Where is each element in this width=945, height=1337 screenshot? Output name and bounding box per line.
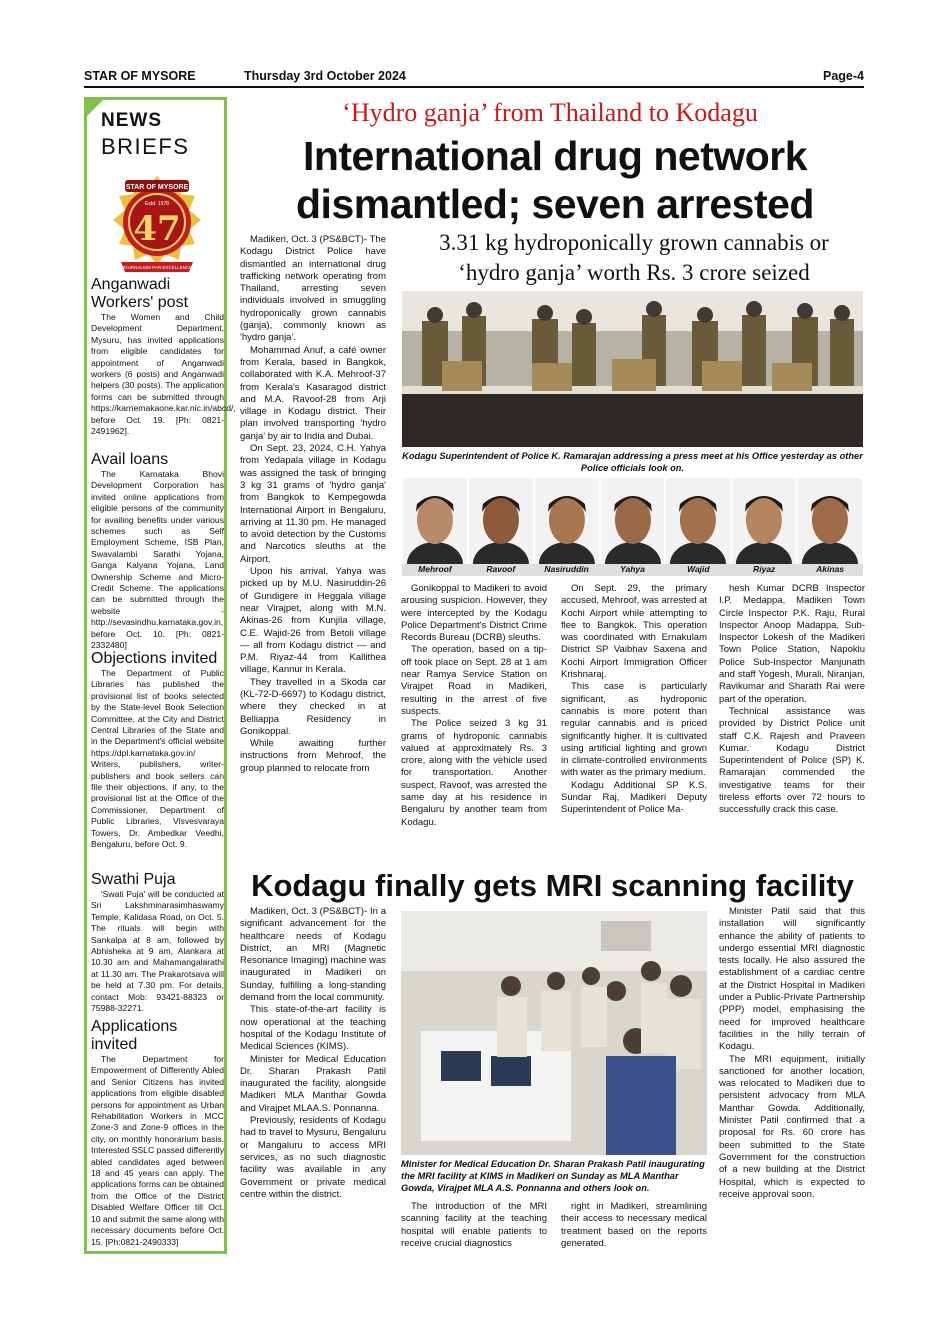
brief-heading: Applications invited — [91, 1018, 178, 1053]
story1-column-4 — [719, 583, 865, 817]
suspect-name: Yahya — [620, 564, 645, 574]
brief-heading: Swathi Puja — [91, 871, 176, 888]
paragraph: This state-of-the-art facility is now operational at the teaching hospital of the Kodagu Institute of Medical Sciences (KIMS). — [240, 1004, 386, 1053]
press-meet-caption: Kodagu Superintendent of Police K. Ramarajan addressing a press meet at his Office yesterday as other Police officials look on. — [402, 451, 863, 473]
suspect-name: Wajid — [687, 564, 710, 574]
briefs-title-light: BRIEFS — [101, 134, 190, 159]
paragraph: On Sept. 29, the primary accused, Mehroof, was arrested at Kochi Airport while attempting to flee to Bangkok. This operation was coordinated with Ernakulam District SP Vaibhav Saxena and Kochi Airport Immigration Officer Krishnaraj. — [561, 583, 707, 681]
page-number: Page-4 — [823, 69, 864, 83]
story-headline — [240, 132, 870, 228]
paragraph: Mohammad Anuf, a café owner from Kerala, based in Bangkok, collaborated with K.A. Mehroof-37 from Kerala's Kasaragod district and M.A. Ravoof-28 from Arji village in Kodagu district. Their plan involved transporting 'hydro ganja' by air to India and Dubai. — [240, 344, 386, 442]
paragraph: Gonikoppal to Madikeri to avoid arousing suspicion. However, they were intercepted by the Kodagu Police Department's District Crime Records Bureau (DCRB) sleuths. — [401, 583, 547, 644]
paragraph: The Police seized 3 kg 31 grams of hydroponic cannabis valued at approximately Rs. 3 crore, along with the vehicle used for transportation. Another suspect, Ravoof, was arrested the same day at his residence in Bengaluru by another team from Kodagu. — [401, 718, 547, 828]
brief-body: The Department of Public Libraries has published the provisional list of books selected by the State-level Book Selection Committee, at the City and District Central Libraries of the State and in the Department's official website https://dpl.karnataka.gov.in/ Writers, publishers, writer-publishers and book sellers can file their objections, if any, to the provisional list at the Office of the Commissioner, Department of Public Libraries, Visvesvaraya Towers, Dr. Ambedkar Veedhi, Bengaluru, before Oct. 9. — [91, 668, 224, 850]
paper-name: STAR OF MYSORE — [84, 69, 196, 83]
brief-objections — [91, 650, 224, 851]
brief-body: The Women and Child Development Department, Mysuru, has invited applications from eligible candidates for appointment of Anganwadi workers (6 posts) and Anganwadi helpers (30 posts). The application forms can be submitted through https://karnemakaone.kar.nic.in/abcd/, before Oct. 19. [Ph: 0821-2491962]. — [91, 312, 236, 437]
paragraph: The introduction of the MRI scanning facility at the teaching hospital will enable patients to receive crucial diagnostics — [401, 1201, 547, 1249]
suspect-photo — [798, 478, 862, 564]
headline-line-2: dismantled; seven arrested — [296, 181, 814, 227]
suspect-name: Mehroof — [418, 564, 452, 574]
paragraph: Minister Patil said that this installation will significantly enhance the ability of patients to undergo essential MRI diagnostic tests locally. He also assured the establishment of a cardiac centre at the District Hospital in Madikeri under a Public-Private Partnership (PPP) model, emphasising the need for improved healthcare facilities in the hilly terrain of Kodagu. — [719, 906, 865, 1053]
logo-number: 47 — [133, 209, 181, 249]
logo-ribbon: JOURNALISM PAR EXCELLENCE — [121, 265, 193, 270]
brief-heading: Avail loans — [91, 451, 169, 468]
suspects-photos — [402, 478, 863, 564]
mri-photo-caption: Minister for Medical Education Dr. Sharan Prakash Patil inaugurating the MRI facility at KIMS in Madikeri on Sunday as MLA Manthar Gowda, Virajpet MLA A.S. Ponnanna and others look on. — [401, 1159, 705, 1193]
story2-column-2 — [401, 1201, 547, 1250]
suspect-photo — [601, 478, 665, 564]
brief-applications — [91, 1018, 224, 1248]
story1-column-1 — [240, 234, 386, 775]
brief-body: 'Swati Puja' will be conducted at Sri Lakshminarasimhaswamy Temple, Kalidasa Road, on Oct. 5. The rituals will begin with Sankalpa at 8 am, followed by Abhisheka at 9 am, Alankara at 10.30 am and Mahamangalarathi at 11.30 am. The Prakarotsava will be held at 7.30 pm. For details, contact Mob: 93421-88323 or 75988-32271. — [91, 889, 224, 1014]
story1-column-2 — [401, 583, 547, 829]
paragraph: This case is particularly significant, as hydroponic cannabis is more potent than regular cannabis and is priced significantly higher. It is cultivated using artificial lighting and grown in climate-controlled environments with water as the primary medium. — [561, 681, 707, 779]
suspect-name: Riyaz — [753, 564, 776, 574]
logo-estd: Estd. 1978 — [145, 201, 169, 207]
story-kicker: ‘Hydro ganja’ from Thailand to Kodagu — [342, 98, 758, 127]
suspect-name: Nasiruddin — [544, 564, 589, 574]
paragraph: They travelled in a Skoda car (KL-72-D-6697) to Kodagu district, where they checked in at Belliappa Residency in Gonikoppal. — [240, 676, 386, 737]
suspect-photo — [535, 478, 599, 564]
suspect-photo — [403, 478, 467, 564]
anniversary-logo — [109, 172, 205, 282]
paragraph: Technical assistance was provided by District Police unit staff C.K. Rajesh and Praveen Kumar. Kodagu District Superintendent of Police (SP) K. Ramarajan commended the investigative teams for their tireless efforts over 72 hours to successfully crack this case. — [719, 705, 865, 816]
suspect-photo — [469, 478, 533, 564]
mri-headline: Kodagu finally gets MRI scanning facility — [251, 868, 854, 903]
subheadline-line-2: ‘hydro ganja’ worth Rs. 3 crore seized — [458, 260, 810, 285]
brief-loans — [91, 451, 224, 652]
paragraph: Madikeri, Oct. 3 (PS&BCT)- In a significant advancement for the healthcare needs of Kodagu District, an MRI (Magnetic Resonance Imaging) machine was inaugurated in Madikeri on Sunday, fulfilling a long-standing demand from the local community. — [240, 906, 386, 1004]
headline-line-1: International drug network — [302, 133, 808, 179]
suspect-name: Akinas — [816, 564, 844, 574]
paragraph: On Sept. 23, 2024, C.H. Yahya from Yedapala village in Kodagu was assigned the task of bringing 3 kg 31 grams of 'hydro ganja' from Bangkok to Kempegowda International Airport in Bengaluru, arriving at 11.30 pm. He managed to avoid detection by the Customs and Narcotics sleuths at the Airport. — [240, 443, 386, 565]
brief-anganwadi — [91, 276, 236, 437]
story2-column-1 — [240, 906, 386, 1201]
paragraph: hesh Kumar DCRB Inspector I.P. Medappa, Madikeri Town Circle Inspector P.K. Raju, Rural Inspector Anoop Madappa, Sub-Inspector Lokesh of the Madikeri Town Police Station, Napoklu Police Sub-Inspector Manjunath and staff Yogesh, Murali, Niranjan, Ravikumar and Sharath Rai were part of the operation. — [719, 583, 865, 705]
paragraph: The operation, based on a tip-off took place on Sept. 28 at 1 am near Ramya Service Station on Virajpet Road in Madikeri, resulting in the arrest of five suspects. — [401, 644, 547, 717]
brief-swathi-puja — [91, 871, 224, 1014]
brief-heading: Anganwadi Workers' post — [91, 276, 189, 311]
suspect-name: Ravoof — [486, 564, 516, 574]
subheadline-line-1: 3.31 kg hydroponically grown cannabis or — [439, 230, 829, 255]
page-header — [84, 66, 864, 88]
paragraph: Upon his arrival, Yahya was picked up by M.U. Nasiruddin-26 of Gundigere in Heggala village near Virajpet, along with M.N. Akinas-26 from Kunjila village, C.E. Wajid-26 from Betoli village — all from Kodagu district — and P.M. Riyaz-44 from Kallithea village, Kannur in Kerala. — [240, 566, 386, 676]
paragraph: While awaiting further instructions from Mehroof, the group planned to relocate from — [240, 738, 386, 774]
news-briefs-sidebar — [84, 97, 236, 1254]
briefs-title-bold: NEWS — [101, 110, 162, 131]
mri-inauguration-photo — [401, 911, 707, 1155]
paragraph: The MRI equipment, initially sanctioned for another location, was relocated to Madikeri due to persistent advocacy from MLA Manthar Gowda. Additionally, Minister Patil confirmed that a proposal for Rs. 60 crore has been submitted to the State Government for the construction of a new building at the District Hospital, which is expected to receive approval soon. — [719, 1053, 865, 1200]
paragraph: Previously, residents of Kodagu had to travel to Mysuru, Bengaluru or Mangaluru to access MRI services, as no such diagnostic facility was available in any Government or private medical centre within the district. — [240, 1115, 386, 1200]
brief-heading: Objections invited — [91, 650, 218, 667]
suspect-photo — [666, 478, 730, 564]
brief-body: The Department for Empowerment of Differently Abled and Senior Citizens has invited applications from eligible disabled persons for appointment as Urban Rehabilitation Workers in MCC Zone-3 and Zone-9 offices in the city, on monthly honorarium basis. Interested SSLC passed differently abled candidates aged between 18 and 45 years can apply. The applications forms can be obtained from the Office of the District Disabled Welfare Officer till Oct. 10 and submit the same along with necessary documents before Oct. 15. [Ph:0821-2490333] — [91, 1054, 224, 1247]
paragraph: Kodagu Additional SP K.S. Sundar Raj, Madikeri Deputy Superintendent of Police Ma- — [561, 779, 707, 816]
story2-column-3 — [561, 1201, 707, 1250]
press-meet-photo — [402, 291, 863, 447]
logo-top-text: STAR OF MYSORE — [125, 184, 189, 191]
brief-body: The Karnataka Bhovi Development Corporation has invited online applications from eligible persons of the community for availing benefits under various schemes such as Self Employment Scheme, ISB Plan, Swavalambi Sarathi Yojana, Ganga Kalyana Yojana, Land Ownership Scheme and Micro-Credit Scheme. The applications can be submitted through the website - http://sevasindhu.karnataka.gov.in, before Oct. 10. [Ph: 0821-2332480] — [91, 469, 224, 651]
paragraph: right in Madikeri, streamlining their access to necessary medical treatment based on the reports generated. — [561, 1201, 707, 1249]
paragraph: Minister for Medical Education Dr. Sharan Prakash Patil inaugurated the facility, alongside Madikeri MLA Manthar Gowda and Virajpet MLAA.S. Ponnanna. — [240, 1053, 386, 1114]
suspect-names — [402, 564, 863, 576]
story-subheadline — [395, 228, 873, 288]
paragraph: Madikeri, Oct. 3 (PS&BCT)- The Kodagu District Police have dismantled an international drug trafficking network operating from Thailand, arresting seven individuals involved in smuggling hydroponically grown cannabis (ganja), commonly known as 'hydro ganja'. — [240, 234, 386, 344]
story1-column-3 — [561, 583, 707, 817]
issue-date: Thursday 3rd October 2024 — [244, 69, 406, 83]
story2-column-4 — [719, 906, 865, 1201]
suspect-photo — [732, 478, 796, 564]
